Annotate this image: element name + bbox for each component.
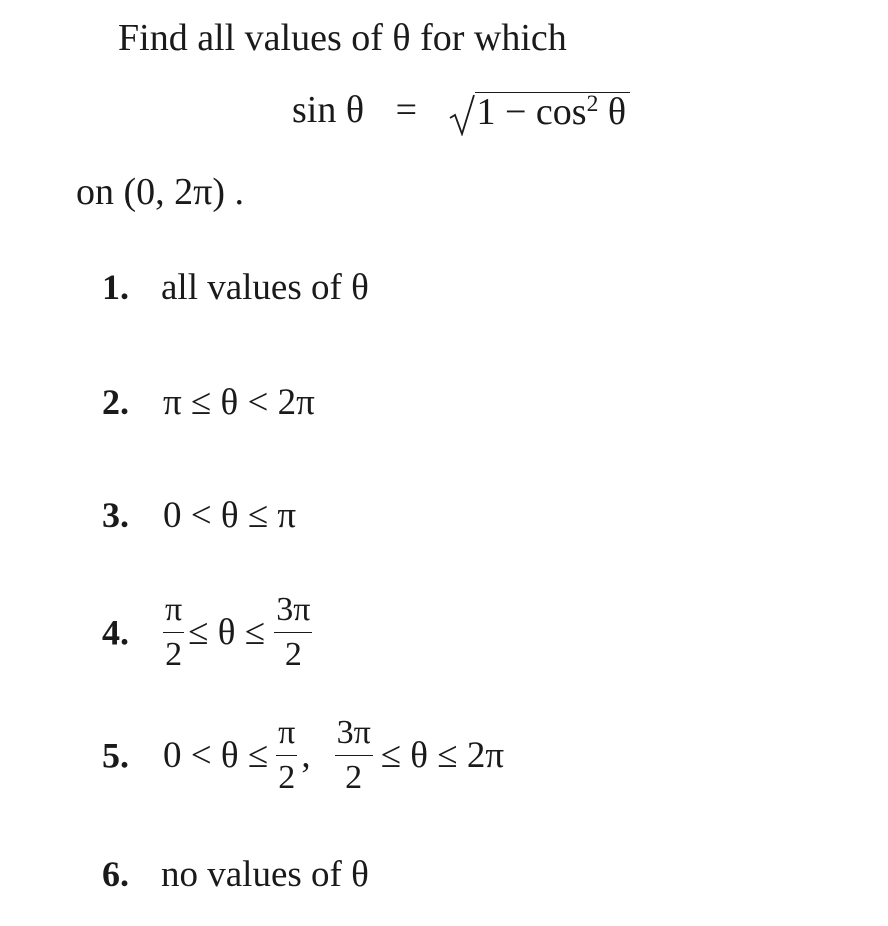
radicand-exponent: 2 xyxy=(586,91,599,118)
option-4[interactable] xyxy=(102,592,312,673)
equation-equals: = xyxy=(395,89,417,131)
option-3[interactable] xyxy=(102,494,296,537)
option-pre-text: 0 < θ ≤ xyxy=(163,734,269,776)
option-6[interactable] xyxy=(102,853,369,896)
radicand-var: θ xyxy=(607,91,627,134)
radicand-prefix: 1 − cos xyxy=(476,91,587,134)
sqrt-expression xyxy=(449,90,631,136)
equation-lhs: sin θ xyxy=(292,89,365,131)
option-text: no values of θ xyxy=(161,854,369,895)
fraction-pi-over-2: $\frac{\pi}{2}$ xyxy=(278,714,296,797)
question-equation xyxy=(292,88,630,136)
radical-sign-icon xyxy=(449,94,475,136)
option-number: 3. xyxy=(102,495,129,535)
question-interval: on (0, 2π) . xyxy=(76,171,244,213)
question-intro: Find all values of θ for which xyxy=(118,17,567,59)
option-number: 5. xyxy=(102,735,129,776)
option-comma: , xyxy=(301,734,311,776)
fraction-3pi-over-2: $\frac{3\pi}{2}$ xyxy=(276,591,311,674)
option-1[interactable] xyxy=(102,266,369,309)
option-2[interactable] xyxy=(102,381,315,424)
option-text: π ≤ θ < 2π xyxy=(163,382,315,423)
option-post-text: ≤ θ ≤ 2π xyxy=(380,734,505,776)
option-middle-text: ≤ θ ≤ xyxy=(188,611,275,653)
option-text: all values of θ xyxy=(161,267,369,308)
option-number: 2. xyxy=(102,382,129,422)
fraction-3pi-over-2: $\frac{3\pi}{2}$ xyxy=(336,714,371,797)
option-number: 1. xyxy=(102,267,129,307)
fraction-pi-over-2: $\frac{\pi}{2}$ xyxy=(165,591,183,674)
option-number: 6. xyxy=(102,854,129,894)
option-number: 4. xyxy=(102,612,129,653)
option-text: 0 < θ ≤ π xyxy=(163,495,297,536)
option-5[interactable] xyxy=(102,715,504,796)
